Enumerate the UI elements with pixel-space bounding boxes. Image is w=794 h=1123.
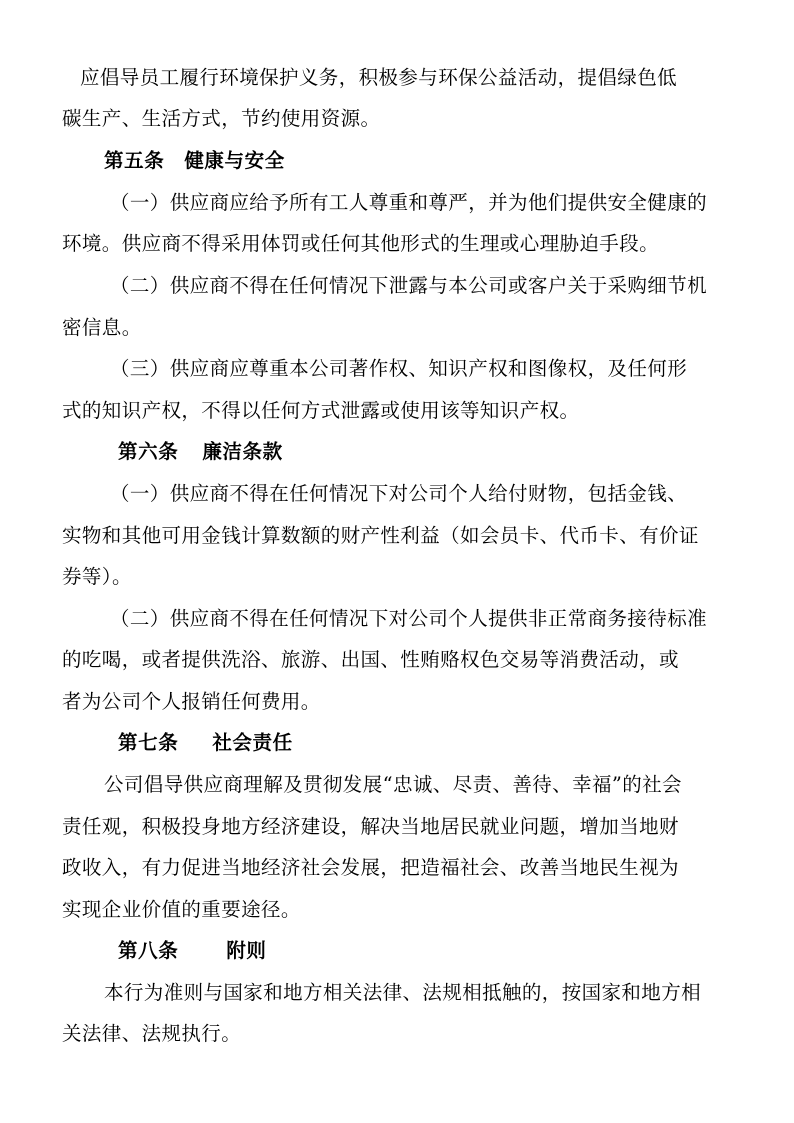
paragraph-line: 公司倡导供应商理解及贯彻发展“忠诚、尽责、善待、幸福”的社会 <box>104 773 682 796</box>
article-title: 健康与安全 <box>184 149 285 172</box>
paragraph-line: 实物和其他可用金钱计算数额的财产性利益（如会员卡、代币卡、有价证 <box>62 524 699 547</box>
paragraph-line: 环境。供应商不得采用体罚或任何其他形式的生理或心理胁迫手段。 <box>62 232 660 255</box>
paragraph-line: 密信息。 <box>62 316 142 339</box>
paragraph-line: 的吃喝，或者提供洗浴、旅游、出国、性贿赂权色交易等消费活动，或 <box>62 648 679 671</box>
paragraph-line: （一）供应商应给予所有工人尊重和尊严，并为他们提供安全健康的 <box>110 191 708 214</box>
paragraph-line: 责任观，积极投身地方经济建设，解决当地居民就业问题，增加当地财 <box>62 815 679 838</box>
paragraph-line: （二）供应商不得在任何情况下泄露与本公司或客户关于采购细节机 <box>110 274 708 297</box>
paragraph-line: 式的知识产权，不得以任何方式泄露或使用该等知识产权。 <box>62 399 580 422</box>
paragraph-line: 碳生产、生活方式，节约使用资源。 <box>62 107 381 130</box>
article-7-heading <box>118 731 293 755</box>
article-title: 社会责任 <box>212 731 293 754</box>
paragraph-line: （一）供应商不得在任何情况下对公司个人给付财物，包括金钱、 <box>110 482 688 505</box>
article-6-heading <box>118 440 283 464</box>
article-8-heading <box>118 939 267 963</box>
paragraph-line: 本行为准则与国家和地方相关法律、法规相抵触的，按国家和地方相 <box>104 981 702 1004</box>
paragraph-line: 实现企业价值的重要途径。 <box>62 898 301 921</box>
paragraph-line: 关法律、法规执行。 <box>62 1022 242 1045</box>
paragraph-line: 政收入，有力促进当地经济社会发展，把造福社会、改善当地民生视为 <box>62 856 679 879</box>
article-number: 第七条 <box>118 731 179 754</box>
paragraph-line: 券等）。 <box>62 565 132 588</box>
article-number: 第六条 <box>118 440 179 463</box>
article-number: 第五条 <box>104 149 165 172</box>
paragraph-line: （二）供应商不得在任何情况下对公司个人提供非正常商务接待标准 <box>110 607 708 630</box>
article-title: 廉洁条款 <box>202 440 283 463</box>
paragraph-line: （三）供应商应尊重本公司著作权、知识产权和图像权，及任何形 <box>110 357 688 380</box>
article-title: 附则 <box>226 939 267 962</box>
paragraph-line: 应倡导员工履行环境保护义务，积极参与环保公益活动，提倡绿色低 <box>80 66 678 89</box>
article-number: 第八条 <box>118 939 179 962</box>
article-5-heading <box>104 149 285 173</box>
paragraph-line: 者为公司个人报销任何费用。 <box>62 690 321 713</box>
